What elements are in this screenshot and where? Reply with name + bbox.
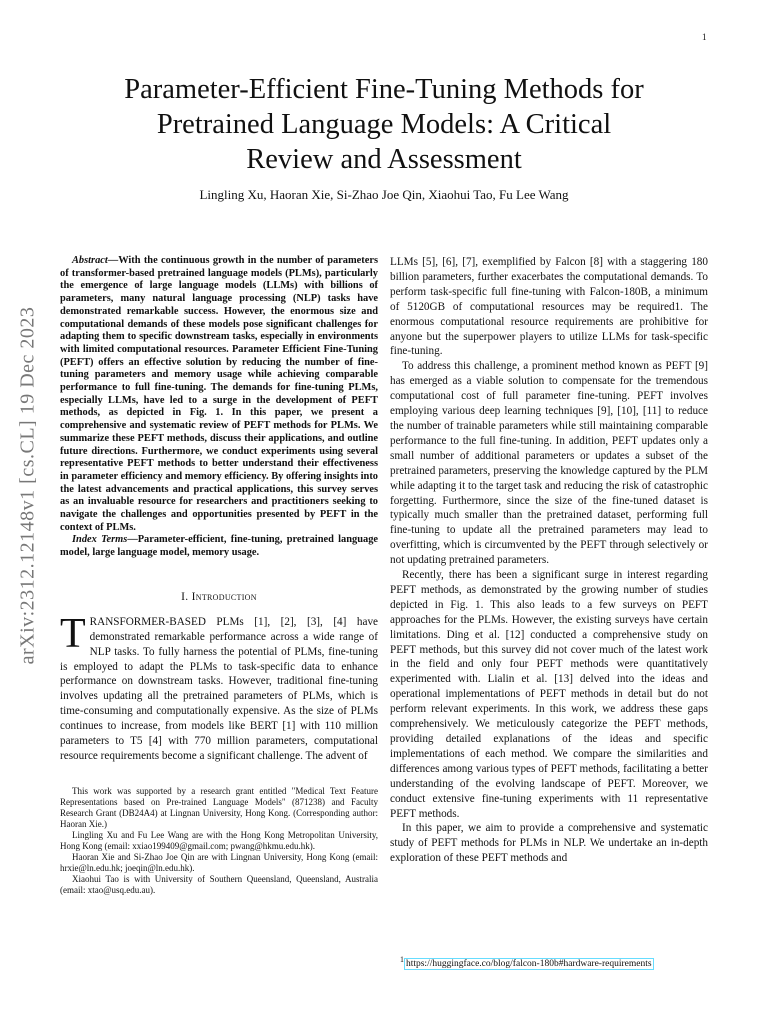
- abstract: [60, 255, 378, 534]
- body-paragraph: LLMs [5], [6], [7], exemplified by Falcon [8] with a staggering 180 billion parameters, further exacerbates the computational demands. To perform task-specific full fine-tuning with Falcon-180B, a minimum of 5120GB of computational resources may be required1. The enormous computational resource requirements are prohibitive for anyone but the superpower players to utilize LLMs for task-specific fine-tuning.: [390, 256, 708, 358]
- title-line: Parameter-Efficient Fine-Tuning Methods for: [124, 74, 644, 105]
- index-terms: [60, 534, 378, 559]
- body-paragraph: In this paper, we aim to provide a comprehensive and systematic study of PEFT methods for PLMs in NLP. We undertake an in-depth exploration of these PEFT methods and: [390, 822, 708, 865]
- footnote-affiliation: Haoran Xie and Si-Zhao Joe Qin are with Lingnan University, Hong Kong (email: hrxie@ln.edu.hk; joeqin@ln.edu.hk).: [60, 851, 378, 873]
- left-column: [60, 255, 378, 896]
- arxiv-stamp: [12, 270, 44, 700]
- paper-title: [60, 72, 708, 177]
- footnote-affiliation: Lingling Xu and Fu Lee Wang are with the Hong Kong Metropolitan University, Hong Kong (email: xxiao199409@gmail.com; pwang@hkmu.edu.hk).: [60, 829, 378, 851]
- footnote-link[interactable]: https://huggingface.co/blog/falcon-180b#hardware-requirements: [405, 959, 652, 970]
- url-footnote: [400, 954, 654, 970]
- title-line: Pretrained Language Models: A Critical: [156, 109, 612, 140]
- author-list: Lingling Xu, Haoran Xie, Si-Zhao Joe Qin, Xiaohui Tao, Fu Lee Wang: [199, 187, 569, 202]
- title-line: Review and Assessment: [246, 144, 522, 175]
- intro-text: RANSFORMER-BASED PLMs [1], [2], [3], [4] have demonstrated remarkable performance across a wide range of NLP tasks. To fully harness the potential of PLMs, fine-tuning is employed to adapt the PLMs to task-specific data to enhance performance on downstream tasks. However, traditional fine-tuning involves updating all the pretrained parameters of PLMs, which is time-consuming and computationally expensive. As the size of PLMs continues to increase, from models like BERT [1] with 110 million parameters to T5 [4] with 770 million parameters, computational resource requirements become a significant challenge. The advent of: [60, 615, 378, 762]
- footnote-mark: 1: [400, 955, 404, 964]
- abstract-text: —With the continuous growth in the number of parameters of transformer-based pretrained language models (PLMs), particularly the emergence of large language models (LLMs) with billions of parameters, many natural language processing (NLP) tasks have demonstrated remarkable success. However, the enormous size and computational demands of these models pose significant challenges for adapting them to specific downstream tasks, especially in environments with limited computational resources. Parameter Efficient Fine-Tuning (PEFT) offers an effective solution by reducing the number of fine-tuning parameters and memory usage while achieving comparable performance to full fine-tuning. The demands for fine-tuning PLMs, especially LLMs, have led to a surge in the development of PEFT methods, as depicted in Fig. 1. In this paper, we present a comprehensive and systematic review of PEFT methods for PLMs. We summarize these PEFT methods, discuss their applications, and outline future directions. Furthermore, we conduct experiments using several representative PEFT methods to better understand their effectiveness in parameter efficiency and memory efficiency. By offering insights into the latest advancements and practical applications, this survey serves as an invaluable resource for researchers and practitioners seeking to navigate the challenges and opportunities presented by PEFT in the context of PLMs.: [60, 255, 378, 533]
- footnote-funding: This work was supported by a research grant entitled "Medical Text Feature Representations based on Pre-trained Language Models" (871238) and Faculty Research Grant (DB24A4) at Lingnan University, Hong Kong. (Corresponding author: Haoran Xie.): [60, 785, 378, 829]
- arxiv-stamp-text: arXiv:2312.12148v1 [cs.CL] 19 Dec 2023: [16, 306, 39, 664]
- abstract-label: Abstract: [72, 255, 108, 266]
- index-terms-text: —Parameter-efficient, fine-tuning, pretrained language model, large language model, memory usage.: [60, 534, 378, 559]
- right-column: [390, 255, 708, 866]
- body-paragraph: To address this challenge, a prominent method known as PEFT [9] has emerged as a viable solution to compensate for the tremendous computational cost of full parameter fine-tuning. PEFT involves employing various deep learning techniques [9], [10], [11] to reduce the number of trainable parameters while still maintaining comparable performance to the full fine-tuning. In addition, PEFT updates only a small number of additional parameters or updates a subset of the pretrained parameters, preserving the knowledge captured by the PLM while adapting it to the target task and reducing the risk of catastrophic forgetting. Furthermore, since the size of the fine-tuned dataset is typically much smaller than the pretrained dataset, performing full fine-tuning to update all the pretrained parameters may lead to overfitting, which is circumvented by the PEFT through selectively or not updating pretrained parameters.: [390, 360, 708, 567]
- page-number: 1: [702, 32, 707, 42]
- intro-paragraph: [60, 610, 378, 764]
- section-heading: I. Introduction: [181, 590, 257, 603]
- footnote-affiliation: Xiaohui Tao is with University of Southern Queensland, Queensland, Australia (email: xtao@usq.edu.au).: [60, 873, 378, 895]
- body-paragraph: Recently, there has been a significant surge in interest regarding PEFT methods, as demonstrated by the growing number of studies depicted in Fig. 1. This also leads to a few surveys on PEFT approaches for the PLMs. However, the existing surveys have certain limitations. Ding et al. [12] conducted a comprehensive study on PEFT methods, but this survey did not cover much of the latest work in the field and only four PEFT methods were quantitatively experimented with. Lialin et al. [13] delved into the ideas and operational implementations of PEFT methods in detail but do not perform relevant experiments. In this work, we address these gaps comprehensively. We meticulously categorize the PEFT methods, providing detailed explanations of the ideas and specific implementations of each method. We compare the similarities and differences among various types of PEFT methods, facilitating a better understanding of the evolving landscape of PEFT. Moreover, we conduct extensive fine-tuning experiments with 11 representative PEFT methods.: [390, 569, 708, 820]
- affiliation-footnotes: [60, 786, 378, 896]
- index-terms-label: Index Terms: [72, 534, 128, 546]
- drop-cap: T: [60, 610, 86, 657]
